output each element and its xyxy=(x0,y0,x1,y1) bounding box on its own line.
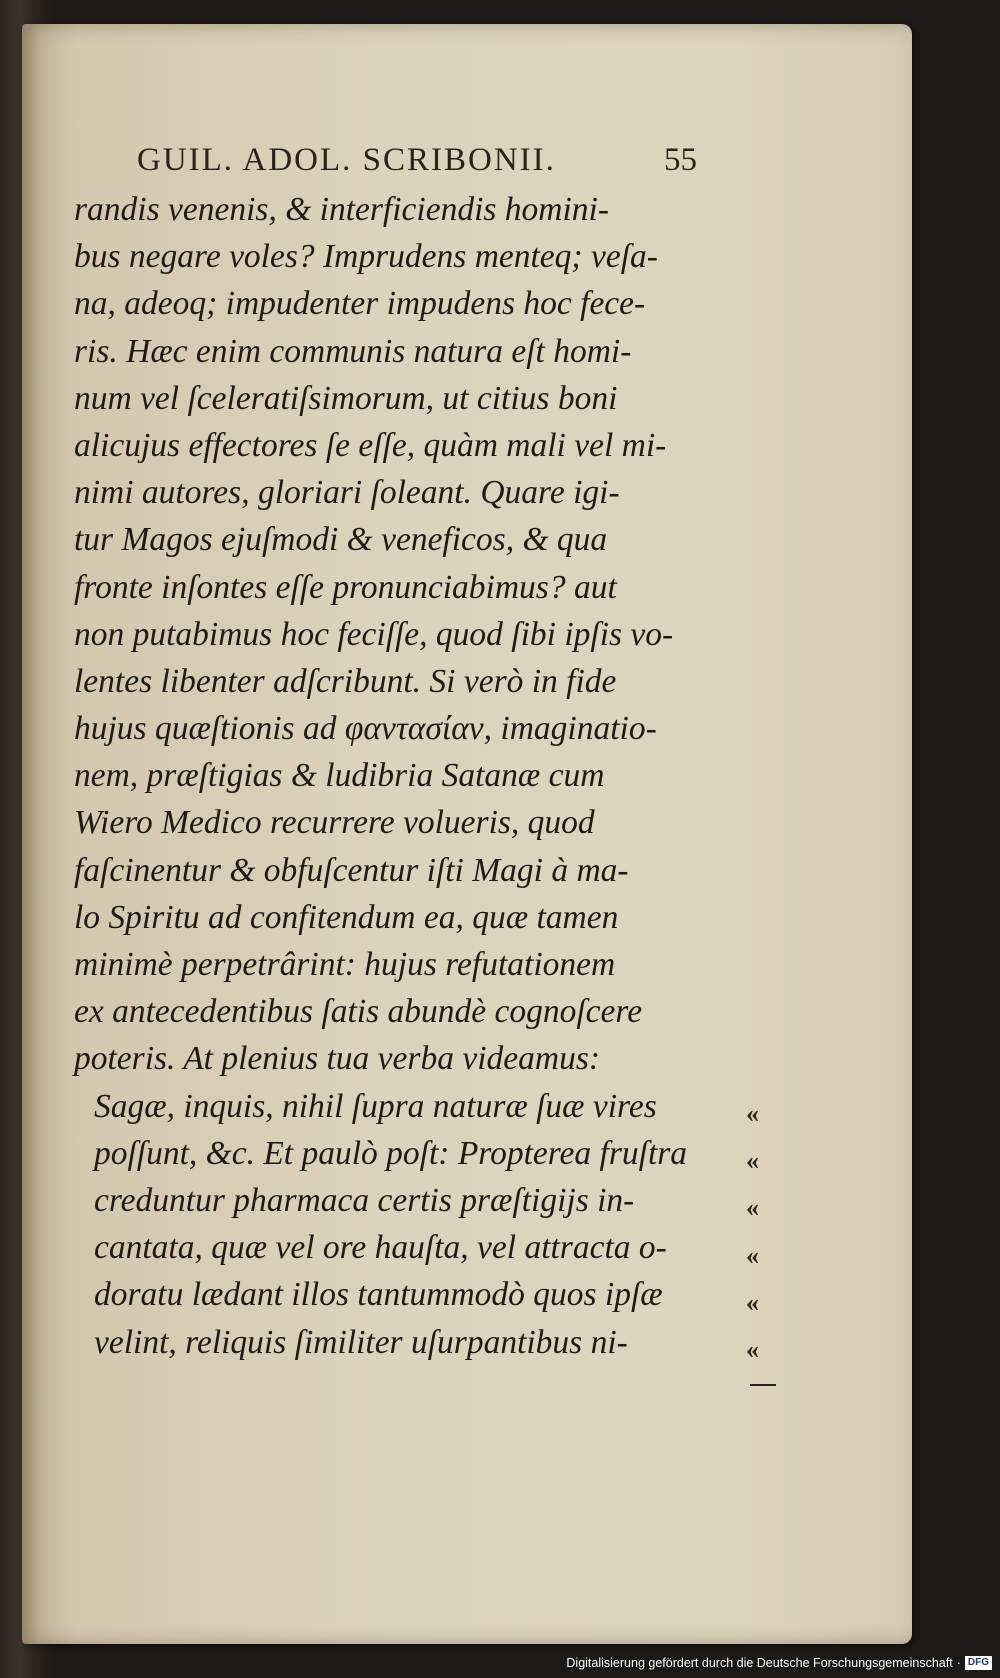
text-line: hujus quæſtionis ad φαντασίαν, imaginatio- xyxy=(74,710,657,748)
quote-mark: « xyxy=(746,1240,759,1270)
body-text xyxy=(74,186,744,1366)
text-line: alicujus effectores ſe eſſe, quàm mali vel mi- xyxy=(74,426,667,464)
text-line: fronte inſontes eſſe pronunciabimus? aut xyxy=(74,568,617,606)
text-line: poſſunt, &c. Et paulò poſt: Propterea fruſtra xyxy=(94,1134,688,1172)
text-line: ris. Hæc enim communis natura eſt homi- xyxy=(74,332,632,370)
text-line: creduntur pharmaca certis præſtigijs in- xyxy=(94,1181,635,1219)
page-number: 55 xyxy=(664,142,697,178)
text-line: faſcinentur & obfuſcentur iſti Magi à ma- xyxy=(74,851,629,889)
text-line: Wiero Medico recurrere volueris, quod xyxy=(74,804,595,842)
text-line: poteris. At plenius tua verba videamus: xyxy=(74,1040,601,1078)
text-line: Sagæ, inquis, nihil ſupra naturæ ſuæ vires xyxy=(94,1087,657,1125)
text-line: doratu lædant illos tantummodò quos ipſæ xyxy=(94,1276,663,1314)
catchword-rule xyxy=(750,1384,776,1386)
running-title: GUIL. ADOL. SCRIBONII. xyxy=(137,142,556,178)
text-line: lentes libenter adſcribunt. Si verò in fide xyxy=(74,662,617,700)
text-line: lo Spiritu ad confitendum ea, quæ tamen xyxy=(74,898,619,936)
text-line: bus negare voles? Imprudens menteq; veſa- xyxy=(74,238,658,276)
quote-mark: « xyxy=(746,1146,759,1176)
text-line: non putabimus hoc feciſſe, quod ſibi ipſis vo- xyxy=(74,615,674,653)
funding-credit: Digitalisierung gefördert durch die Deutsche Forschungsgemeinschaft xyxy=(566,1656,953,1670)
text-line: num vel ſceleratiſsimorum, ut citius boni xyxy=(74,379,618,417)
text-line: ex antecedentibus ſatis abundè cognoſcere xyxy=(74,993,643,1031)
text-line: velint, reliquis ſimiliter uſurpantibus ni- xyxy=(94,1323,628,1361)
text-line: randis venenis, & interficiendis homini- xyxy=(74,191,610,228)
text-line: minimè perpetrârint: hujus refutationem xyxy=(74,946,616,983)
book-page xyxy=(22,24,912,1644)
quote-mark: « xyxy=(746,1287,759,1317)
text-line: nem, præſtigias & ludibria Satanæ cum xyxy=(74,757,605,795)
digitization-footer: Digitalisierung gefördert durch die Deutsche Forschungsgemeinschaft · DFG xyxy=(566,1652,992,1674)
dfg-logo: DFG xyxy=(965,1656,992,1670)
text-line: nimi autores, gloriari ſoleant. Quare igi- xyxy=(74,474,620,512)
text-line: na, adeoq; impudenter impudens hoc fece- xyxy=(74,285,646,323)
quote-mark: « xyxy=(746,1193,759,1223)
page-header xyxy=(137,142,697,179)
text-line: cantata, quæ vel ore hauſta, vel attracta o- xyxy=(94,1229,667,1267)
text-line: tur Magos ejuſmodi & veneficos, & qua xyxy=(74,521,608,559)
quote-mark: « xyxy=(746,1099,759,1128)
marginal-quote-marks xyxy=(746,1090,776,1373)
quote-mark: « xyxy=(746,1334,759,1364)
